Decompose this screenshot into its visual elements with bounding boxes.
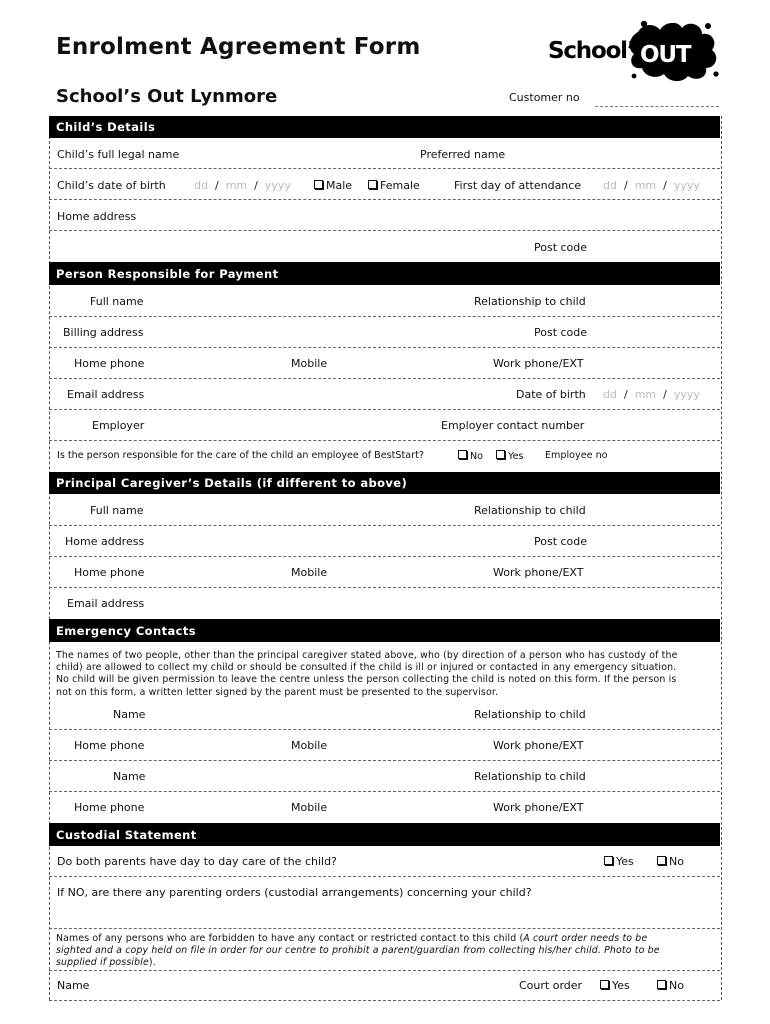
payer-work-phone-label: Work phone/EXT xyxy=(493,357,584,370)
caregiver-relationship-label: Relationship to child xyxy=(474,504,586,517)
male-checkbox[interactable]: Male xyxy=(314,179,352,192)
payer-full-name-label: Full name xyxy=(90,295,144,308)
section-header-payment: Person Responsible for Payment xyxy=(49,262,720,285)
female-checkbox[interactable]: Female xyxy=(368,179,420,192)
caregiver-home-address-label: Home address xyxy=(65,535,145,548)
centre-name: School’s Out Lynmore xyxy=(56,86,278,107)
day-care-yes-checkbox[interactable]: Yes xyxy=(604,855,634,868)
row-divider xyxy=(49,556,720,557)
row-divider xyxy=(49,970,720,971)
caregiver-work-phone-label: Work phone/EXT xyxy=(493,566,584,579)
row-divider xyxy=(49,378,720,379)
row-divider xyxy=(49,525,720,526)
payer-post-code-label: Post code xyxy=(534,326,588,339)
childs-dob-field[interactable]: dd / mm / yyyy xyxy=(194,179,291,192)
emergency-1-relationship-label: Relationship to child xyxy=(474,708,586,721)
row-divider xyxy=(49,199,720,200)
form-title: Enrolment Agreement Form xyxy=(56,34,421,60)
forbidden-name-label: Name xyxy=(57,979,90,992)
section-header-custodial: Custodial Statement xyxy=(49,823,720,846)
schools-out-logo xyxy=(546,18,722,84)
employee-question: Is the person responsible for the care of the child an employee of BestStart? xyxy=(57,450,424,461)
row-divider xyxy=(49,316,720,317)
customer-no-label: Customer no xyxy=(509,91,580,104)
svg-text:School’s: School’s xyxy=(548,38,647,64)
checkbox-icon xyxy=(657,856,666,865)
section-header-emergency: Emergency Contacts xyxy=(49,619,720,642)
emergency-1-name-label: Name xyxy=(113,708,146,721)
employee-no-label: Employee no xyxy=(545,450,608,461)
row-divider xyxy=(49,230,720,231)
row-divider xyxy=(49,791,720,792)
post-code-label: Post code xyxy=(534,241,588,254)
emergency-intro: The names of two people, other than the principal caregiver stated above, who (by direction of a person who has custody of the child) are allowed to collect my child or should be consulted if the child is ill or injured or contacted in any emergency situation. No child will be given permission to leave the centre unless the person collecting the child is noted on this form. If the person is not on this form, a written letter signed by the parent must be presented to the supervisor. xyxy=(56,650,678,698)
checkbox-icon xyxy=(368,180,377,189)
emergency-2-mobile-label: Mobile xyxy=(291,801,328,814)
first-day-field[interactable]: dd / mm / yyyy xyxy=(603,179,700,192)
row-divider xyxy=(49,928,720,929)
childs-full-legal-name-label: Child’s full legal name xyxy=(57,148,180,161)
parenting-orders-question: If NO, are there any parenting orders (custodial arrangements) concerning your child? xyxy=(57,886,532,899)
payer-email-label: Email address xyxy=(67,388,145,401)
caregiver-full-name-label: Full name xyxy=(90,504,144,517)
caregiver-mobile-label: Mobile xyxy=(291,566,328,579)
court-order-label: Court order xyxy=(519,979,583,992)
checkbox-icon xyxy=(604,856,613,865)
caregiver-post-code-label: Post code xyxy=(534,535,588,548)
payer-home-phone-label: Home phone xyxy=(74,357,145,370)
emergency-2-relationship-label: Relationship to child xyxy=(474,770,586,783)
form-bottom-border xyxy=(49,1000,720,1001)
day-care-question: Do both parents have day to day care of the child? xyxy=(57,855,337,868)
checkbox-icon xyxy=(600,980,609,989)
employee-yes-checkbox[interactable]: Yes xyxy=(496,450,524,462)
forbidden-persons-note: Names of any persons who are forbidden to have any contact or restricted contact to this child (A court order needs to be sighted and a copy held on file in order for our centre to prohibit a parent/guardian from collecting his/her child. Photo to be supplied if possible). xyxy=(56,933,660,969)
customer-no-field[interactable] xyxy=(595,106,719,107)
emergency-1-mobile-label: Mobile xyxy=(291,739,328,752)
checkbox-icon xyxy=(657,980,666,989)
employer-contact-label: Employer contact number xyxy=(441,419,585,432)
row-divider xyxy=(49,409,720,410)
employer-label: Employer xyxy=(92,419,145,432)
payer-mobile-label: Mobile xyxy=(291,357,328,370)
emergency-2-home-phone-label: Home phone xyxy=(74,801,145,814)
row-divider xyxy=(49,440,720,441)
court-order-yes-checkbox[interactable]: Yes xyxy=(600,979,630,992)
home-address-label: Home address xyxy=(57,210,137,223)
billing-address-label: Billing address xyxy=(63,326,144,339)
emergency-1-home-phone-label: Home phone xyxy=(74,739,145,752)
row-divider xyxy=(49,760,720,761)
section-header-childs-details: Child’s Details xyxy=(49,116,720,138)
preferred-name-label: Preferred name xyxy=(420,148,506,161)
emergency-2-name-label: Name xyxy=(113,770,146,783)
row-divider xyxy=(49,729,720,730)
row-divider xyxy=(49,587,720,588)
caregiver-home-phone-label: Home phone xyxy=(74,566,145,579)
emergency-2-work-phone-label: Work phone/EXT xyxy=(493,801,584,814)
caregiver-email-label: Email address xyxy=(67,597,145,610)
employee-no-checkbox[interactable]: No xyxy=(458,450,483,462)
payer-dob-label: Date of birth xyxy=(516,388,586,401)
court-order-no-checkbox[interactable]: No xyxy=(657,979,684,992)
payer-dob-field[interactable]: dd / mm / yyyy xyxy=(603,388,700,401)
svg-text:OUT: OUT xyxy=(640,42,691,68)
day-care-no-checkbox[interactable]: No xyxy=(657,855,684,868)
checkbox-icon xyxy=(496,450,505,459)
checkbox-icon xyxy=(314,180,323,189)
first-day-label: First day of attendance xyxy=(454,179,582,192)
childs-dob-label: Child’s date of birth xyxy=(57,179,166,192)
checkbox-icon xyxy=(458,450,467,459)
row-divider xyxy=(49,168,720,169)
row-divider xyxy=(49,347,720,348)
emergency-1-work-phone-label: Work phone/EXT xyxy=(493,739,584,752)
row-divider xyxy=(49,876,720,877)
section-header-caregiver: Principal Caregiver’s Details (if different to above) xyxy=(49,472,720,494)
payer-relationship-label: Relationship to child xyxy=(474,295,586,308)
